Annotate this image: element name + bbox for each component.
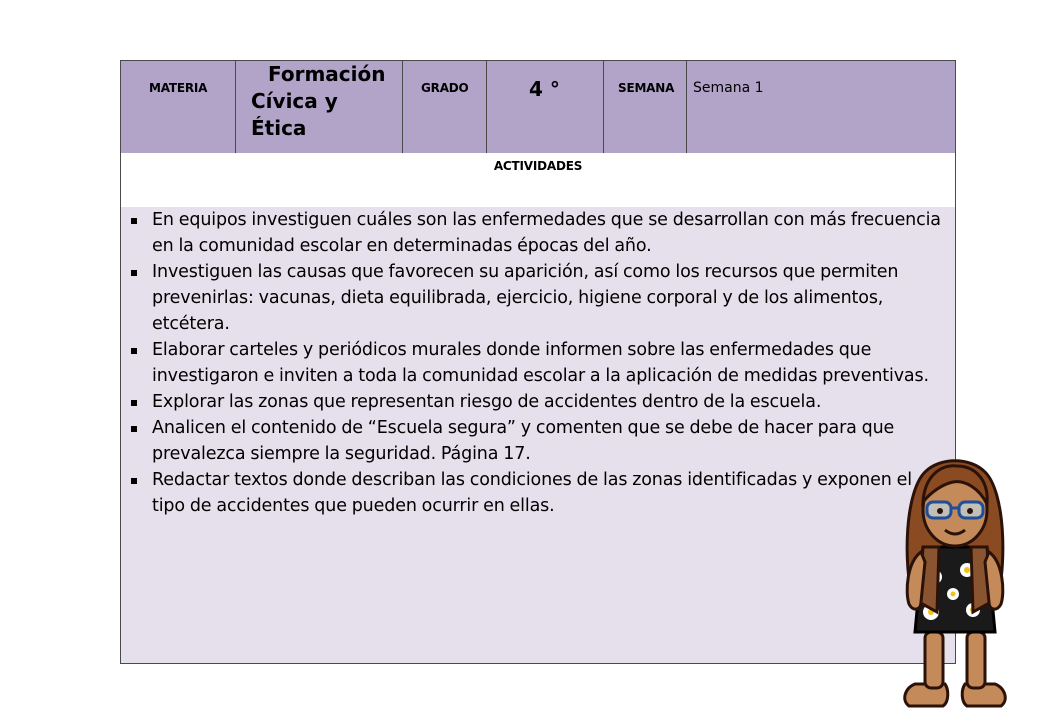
subject-line-3: Ética — [251, 116, 307, 140]
bullet-icon — [131, 426, 137, 432]
list-item — [129, 259, 949, 337]
semana-label-cell — [604, 61, 687, 153]
grade-value: 4 ° — [529, 77, 560, 101]
activity-text: Investiguen las causas que favorecen su aparición, así como los recursos que permiten prevenirlas: vacunas, dieta equilibrada, ejercicio, higiene corporal y de los alimentos, etcétera. — [152, 262, 899, 334]
bullet-icon — [131, 218, 137, 224]
materia-label: MATERIA — [149, 81, 208, 95]
list-item — [129, 337, 949, 389]
activity-text: En equipos investiguen cuáles son las enfermedades que se desarrollan con más frecuencia en la comunidad escolar en determinadas épocas del año. — [152, 210, 941, 256]
grade-cell — [487, 61, 604, 153]
week-value: Semana 1 — [693, 80, 764, 96]
grado-label-cell — [403, 61, 487, 153]
grado-label: GRADO — [421, 81, 469, 95]
activity-text: Elaborar carteles y periódicos murales donde informen sobre las enfermedades que investigaron e inviten a toda la comunidad escolar a la aplicación de medidas preventivas. — [152, 340, 929, 386]
subject-line-1: Formación — [268, 62, 386, 86]
activities-body — [121, 207, 955, 663]
list-item — [129, 467, 949, 519]
girl-illustration — [895, 452, 1015, 714]
list-item — [129, 207, 949, 259]
bullet-icon — [131, 270, 137, 276]
list-item — [129, 389, 949, 415]
activities-list — [129, 207, 949, 519]
activity-text: Explorar las zonas que representan riesgo de accidentes dentro de la escuela. — [152, 392, 822, 412]
bullet-icon — [131, 348, 137, 354]
bullet-icon — [131, 400, 137, 406]
activity-table — [120, 60, 956, 664]
subject-name — [251, 61, 385, 142]
list-item — [129, 415, 949, 467]
week-cell — [687, 61, 955, 153]
subject-line-2: Cívica y — [251, 89, 338, 113]
subject-cell — [236, 61, 403, 153]
activity-text: Redactar textos donde describan las condiciones de las zonas identificadas y exponen el tipo de accidentes que pueden ocurrir en ellas. — [152, 470, 912, 516]
activities-label: ACTIVIDADES — [493, 159, 583, 173]
table-header-row — [121, 61, 955, 154]
semana-label: SEMANA — [618, 81, 675, 95]
activities-header-row — [121, 153, 955, 208]
activity-text: Analicen el contenido de “Escuela segura” y comenten que se debe de hacer para que prevalezca siempre la seguridad. Página 17. — [152, 418, 895, 464]
bullet-icon — [131, 478, 137, 484]
materia-label-cell — [121, 61, 236, 153]
